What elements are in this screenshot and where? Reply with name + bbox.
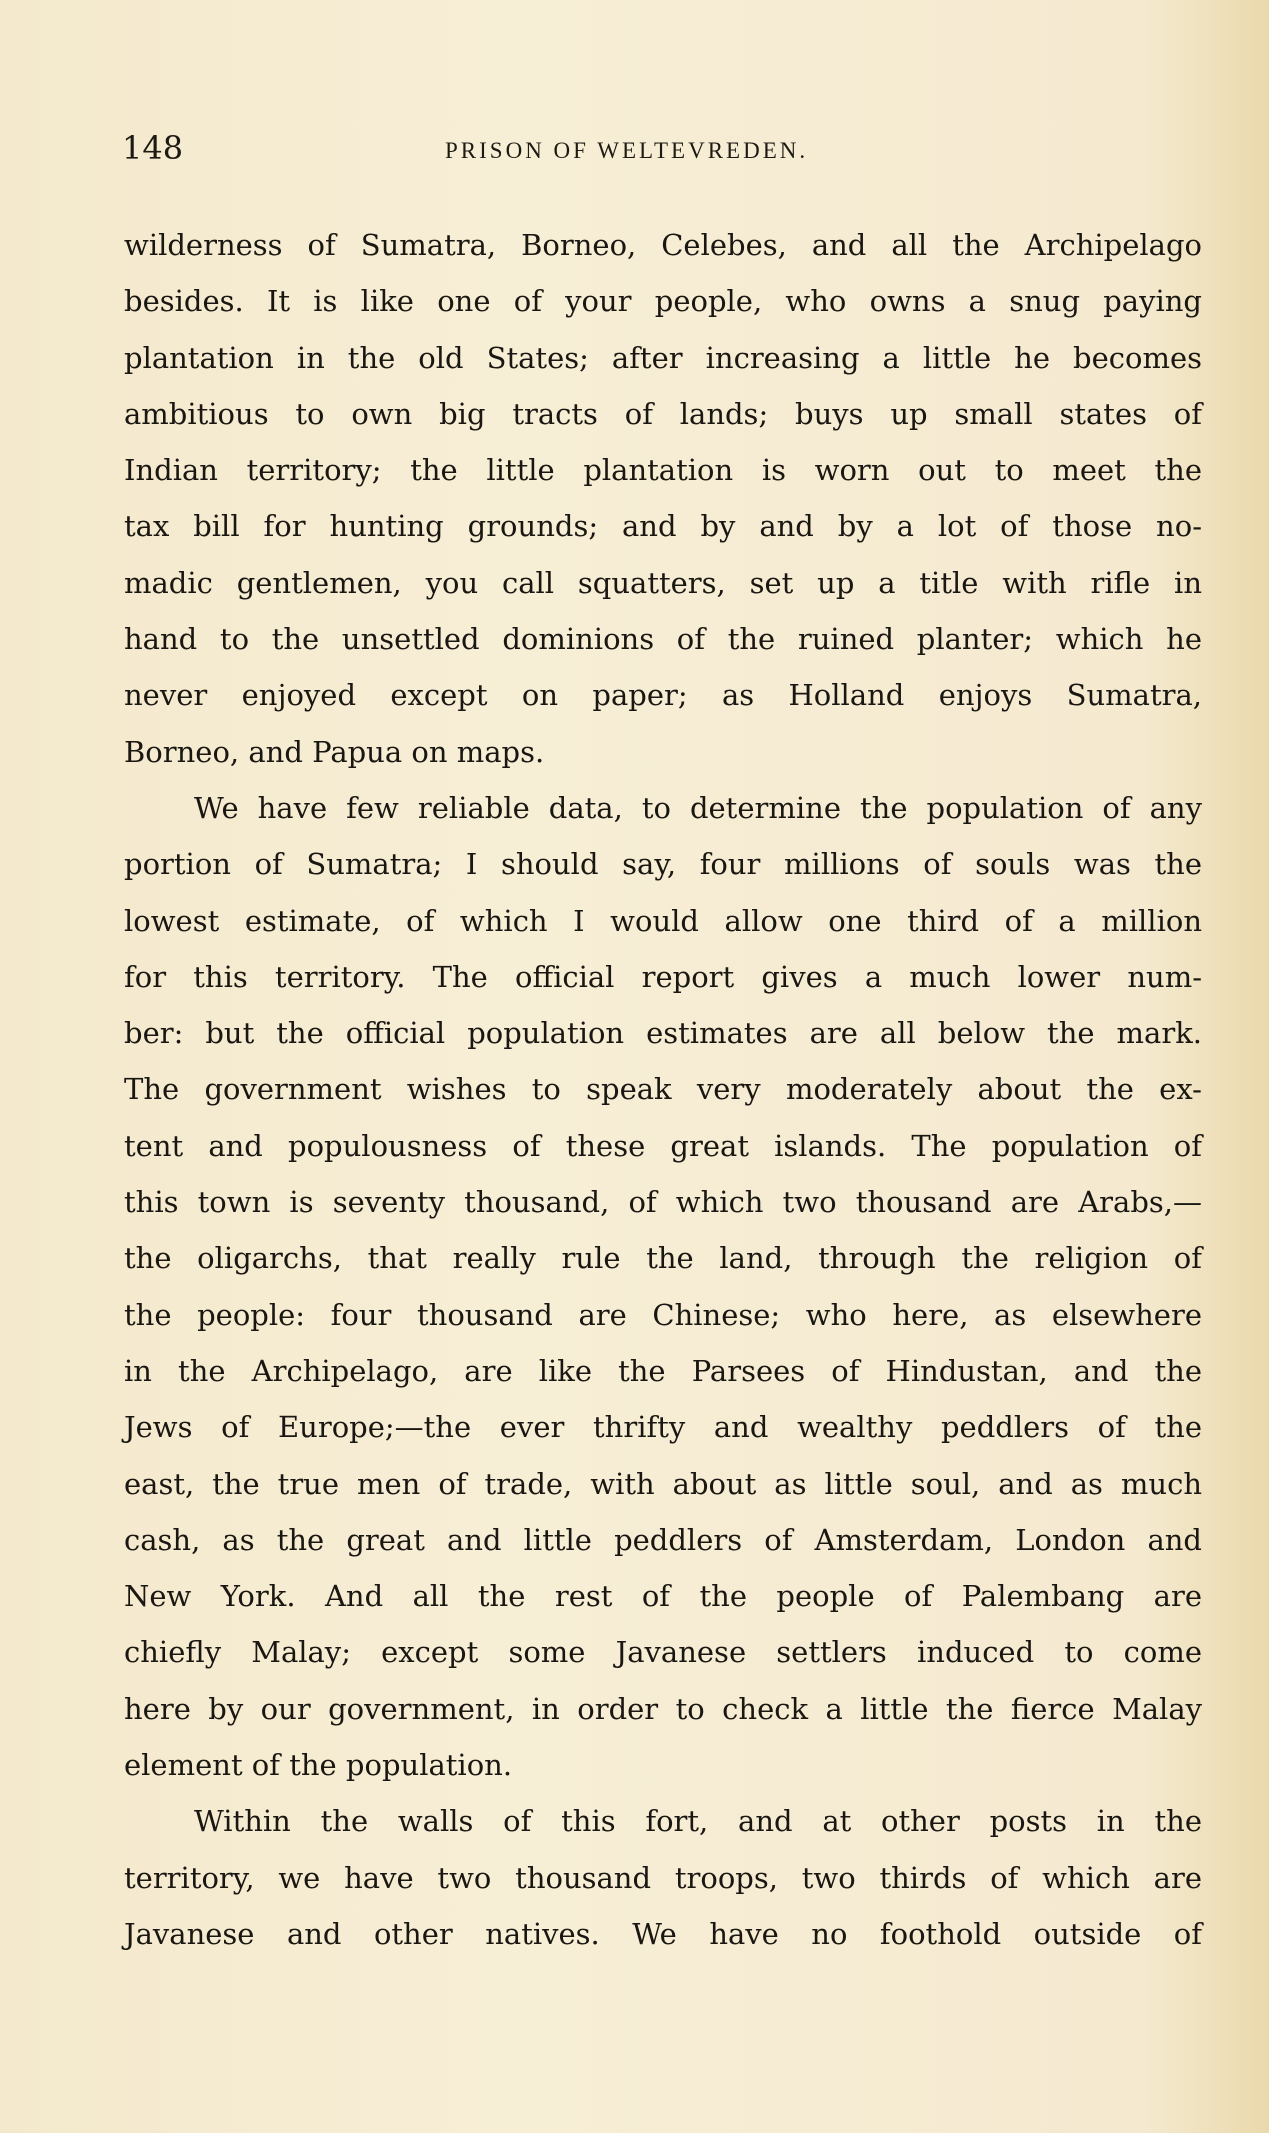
text-line: never enjoyed except on paper; as Holland enjoys Sumatra, (124, 678, 1202, 713)
text-line: Borneo, and Papua on maps. (124, 734, 545, 769)
text-line: chiefly Malay; except some Javanese settlers induced to come (124, 1635, 1202, 1670)
text-line: this town is seventy thousand, of which two thousand are Arabs,— (124, 1185, 1202, 1220)
text-line: tent and populousness of these great islands. The population of (124, 1128, 1202, 1163)
text-line: east, the true men of trade, with about as little soul, and as much (124, 1466, 1202, 1501)
text-line: madic gentlemen, you call squatters, set up a title with rifle in (124, 565, 1202, 600)
text-line: ber: but the official population estimates are all below the mark. (124, 1016, 1202, 1051)
text-line: wilderness of Sumatra, Borneo, Celebes, and all the Archipelago (124, 228, 1202, 262)
text-line: The government wishes to speak very moderately about the ex- (124, 1072, 1202, 1107)
text-line: lowest estimate, of which I would allow one third of a million (124, 903, 1202, 938)
text-line: in the Archipelago, are like the Parsees of Hindustan, and the (124, 1353, 1202, 1388)
text-line: New York. And all the rest of the people of Palembang are (124, 1579, 1202, 1614)
text-line: hand to the unsettled dominions of the ruined planter; which he (124, 622, 1202, 657)
text-line: plantation in the old States; after increasing a little he becomes (124, 340, 1202, 375)
text-line: the people: four thousand are Chinese; who here, as elsewhere (124, 1297, 1202, 1332)
paragraph-first-line: We have few reliable data, to determine the population of any (194, 790, 1202, 825)
text-line: Javanese and other natives. We have no foothold outside of (124, 1916, 1202, 1951)
running-head: PRISON OF WELTEVREDEN. (445, 138, 809, 163)
text-line: territory, we have two thousand troops, two thirds of which are (124, 1860, 1202, 1895)
text-line: ambitious to own big tracts of lands; buys up small states of (124, 396, 1202, 431)
text-line: besides. It is like one of your people, who owns a snug paying (124, 284, 1202, 319)
page-number: 148 (122, 129, 184, 167)
text-line: the oligarchs, that really rule the land, through the religion of (124, 1241, 1202, 1276)
text-line: for this territory. The official report gives a much lower num- (124, 959, 1202, 994)
paragraph-first-line: Within the walls of this fort, and at other posts in the (194, 1804, 1202, 1839)
page-header (122, 128, 1122, 178)
body-text (124, 217, 1202, 1962)
text-line: portion of Sumatra; I should say, four millions of souls was the (124, 847, 1202, 882)
text-line: element of the population. (124, 1748, 513, 1783)
text-line: here by our government, in order to check a little the fierce Malay (124, 1691, 1202, 1726)
text-line: Indian territory; the little plantation is worn out to meet the (124, 453, 1202, 488)
text-line: cash, as the great and little peddlers of Amsterdam, London and (124, 1522, 1202, 1557)
text-line: Jews of Europe;—the ever thrifty and wealthy peddlers of the (124, 1410, 1202, 1445)
text-line: tax bill for hunting grounds; and by and by a lot of those no- (124, 509, 1202, 544)
